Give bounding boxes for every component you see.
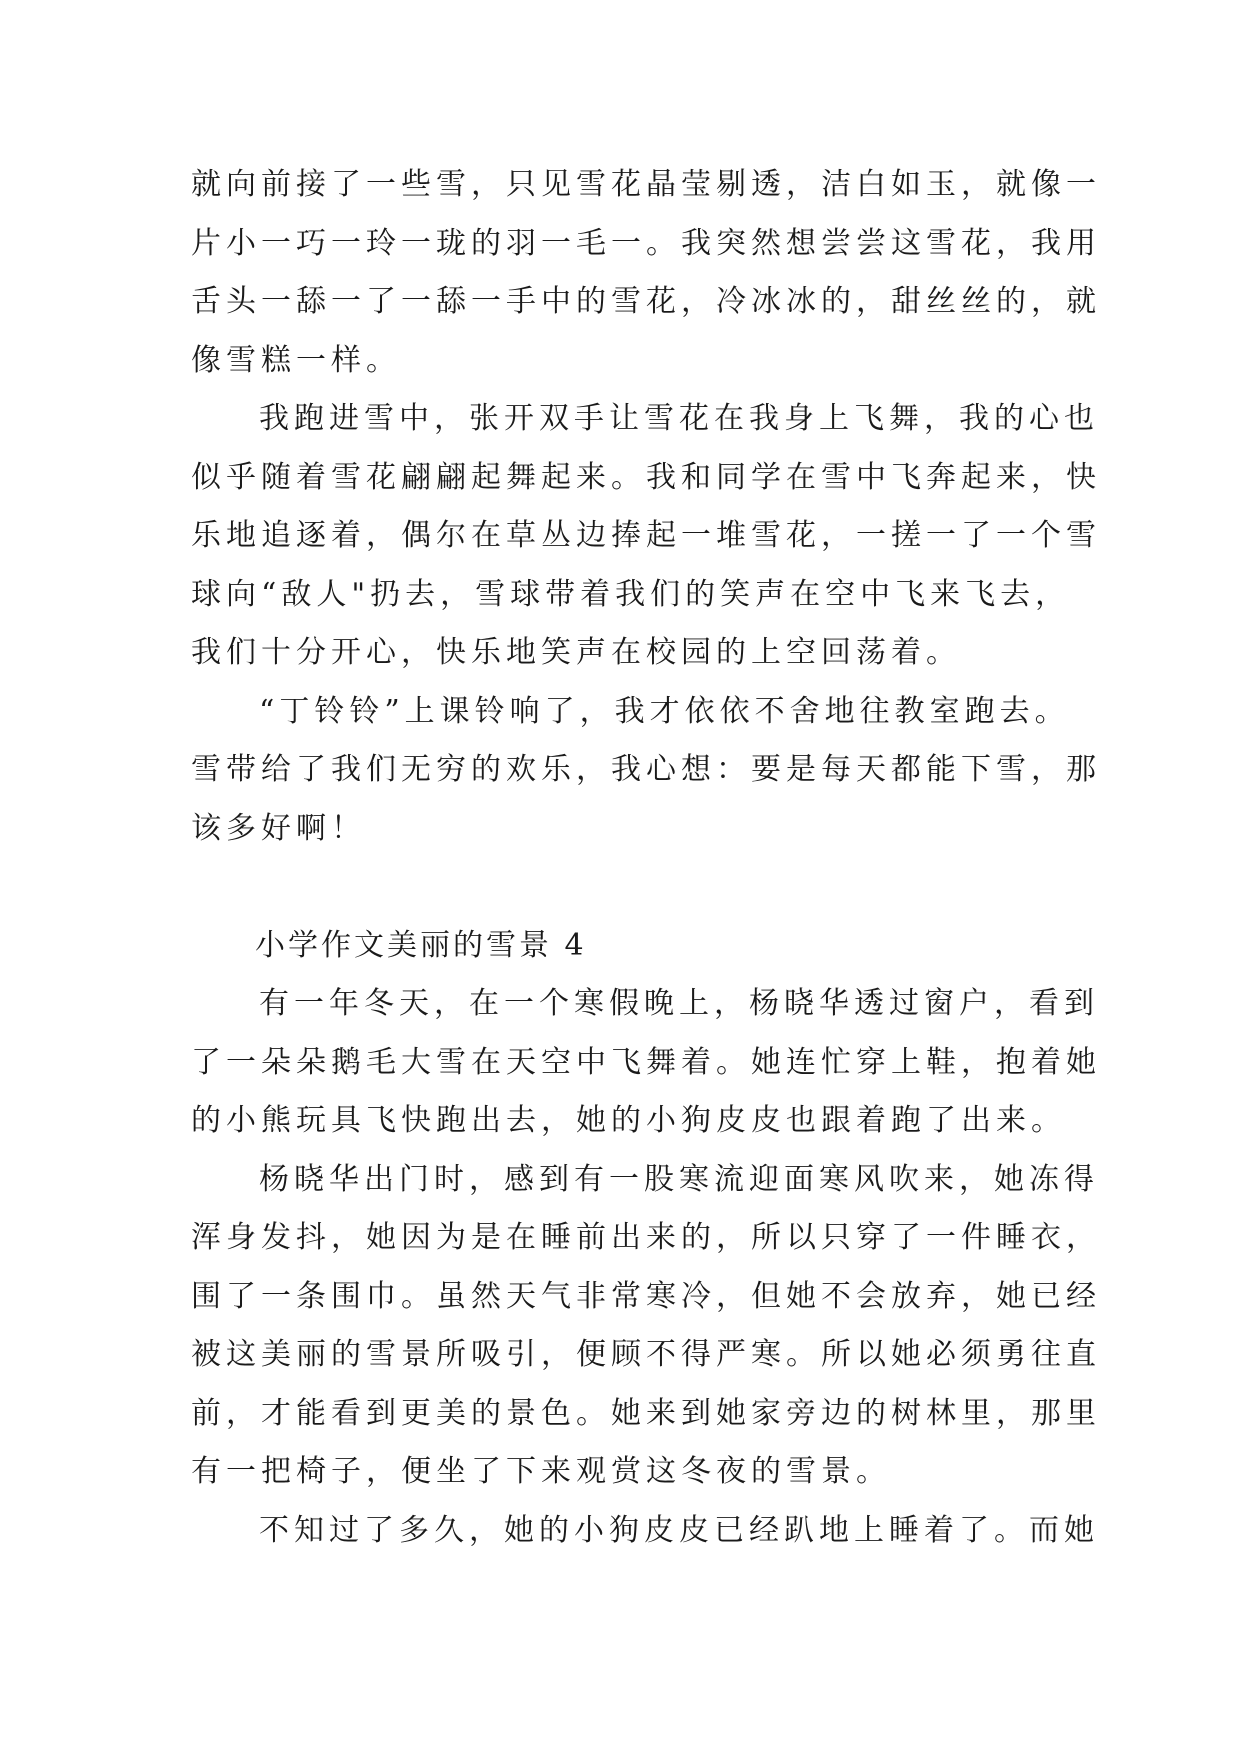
text-line: 球向“敌人"扔去，雪球带着我们的笑声在空中飞来飞去，	[191, 576, 1071, 612]
paragraph	[191, 390, 1101, 683]
text-line: 雪带给了我们无穷的欢乐，我心想：要是每天都能下雪，那	[191, 752, 1101, 787]
text-line: 有一把椅子，便坐了下来观赏这冬夜的雪景。	[191, 1454, 891, 1489]
text-line: 片小一巧一玲一珑的羽一毛一。我突然想尝尝这雪花，我用	[191, 225, 1101, 261]
paragraph	[191, 1502, 1099, 1561]
text-line: 被这美丽的雪景所吸引，便顾不得严寒。所以她必须勇往直	[191, 1337, 1101, 1372]
text-line: 杨晓华出门时，感到有一股寒流迎面寒风吹来，她冻得	[259, 1161, 1099, 1197]
blank-spacer	[191, 858, 1091, 917]
text-line: 我们十分开心，快乐地笑声在校园的上空回荡着。	[191, 635, 961, 670]
text-line: 围了一条围巾。虽然天气非常寒冷，但她不会放弃，她已经	[191, 1278, 1101, 1314]
text-line: 似乎随着雪花翩翩起舞起来。我和同学在雪中飞奔起来，快	[191, 459, 1101, 495]
text-line: 像雪糕一样。	[191, 342, 401, 378]
document-body	[191, 156, 1101, 1560]
text-line: 我跑进雪中，张开双手让雪花在我身上飞舞，我的心也	[259, 401, 1099, 436]
text-line: 不知过了多久，她的小狗皮皮已经趴地上睡着了。而她	[259, 1512, 1099, 1548]
text-line: 的小熊玩具飞快跑出去，她的小狗皮皮也跟着跑了出来。	[191, 1103, 1066, 1138]
section-title: 小学作文美丽的雪景 4	[255, 927, 587, 963]
paragraph	[191, 1151, 1101, 1502]
text-line: “丁铃铃”上课铃响了，我才依依不舍地往教室跑去。	[259, 693, 1070, 729]
text-line: 就向前接了一些雪，只见雪花晶莹剔透，洁白如玉，就像一	[191, 167, 1101, 202]
paragraph	[191, 683, 1101, 859]
paragraph	[191, 156, 1101, 390]
text-line: 浑身发抖，她因为是在睡前出来的，所以只穿了一件睡衣，	[191, 1220, 1101, 1255]
paragraph	[191, 975, 1101, 1151]
text-line: 该多好啊！	[191, 810, 366, 846]
text-line: 乐地追逐着，偶尔在草丛边捧起一堆雪花，一搓一了一个雪	[191, 518, 1101, 553]
text-line: 前，才能看到更美的景色。她来到她家旁边的树林里，那里	[191, 1395, 1101, 1431]
text-line: 了一朵朵鹅毛大雪在天空中飞舞着。她连忙穿上鞋，抱着她	[191, 1044, 1101, 1080]
text-line: 舌头一舔一了一舔一手中的雪花，冷冰冰的，甜丝丝的，就	[191, 284, 1101, 319]
text-line: 有一年冬天，在一个寒假晚上，杨晓华透过窗户，看到	[259, 986, 1099, 1021]
